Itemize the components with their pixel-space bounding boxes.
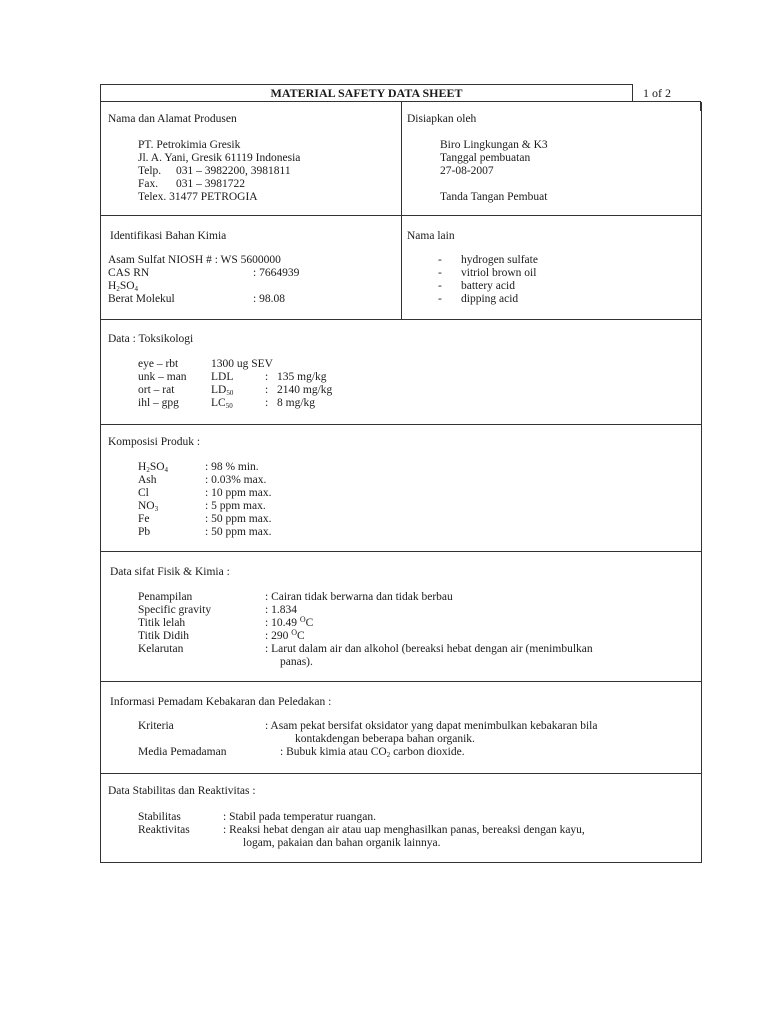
producer-telp-label: Telp. bbox=[138, 165, 162, 177]
column-divider bbox=[401, 216, 402, 319]
identification-casrn-label: CAS RN bbox=[108, 267, 150, 279]
producer-company: PT. Petrokimia Gresik bbox=[138, 139, 241, 151]
list-item-dash: - bbox=[438, 280, 442, 292]
stab-label: Stabilitas bbox=[138, 811, 181, 823]
prepared-signature: Tanda Tangan Pembuat bbox=[440, 191, 548, 203]
comp-name: Pb bbox=[138, 526, 151, 538]
producer-address: Jl. A. Yani, Gresik 61119 Indonesia bbox=[138, 152, 301, 164]
tox-sep: : bbox=[265, 397, 269, 409]
identification-mw-label: Berat Molekul bbox=[108, 293, 175, 305]
other-names-heading: Nama lain bbox=[407, 230, 455, 242]
page-number: 1 of 2 bbox=[643, 86, 671, 100]
tox-route: unk – man bbox=[138, 371, 187, 383]
document-title: MATERIAL SAFETY DATA SHEET bbox=[100, 84, 633, 102]
fire-value-cont: kontakdengan beberapa bahan organik. bbox=[295, 733, 475, 745]
stability-heading: Data Stabilitas dan Reaktivitas : bbox=[108, 785, 256, 797]
phys-label: Titik Didih bbox=[138, 630, 190, 642]
fire-heading: Informasi Pemadam Kebakaran dan Peledakan : bbox=[110, 696, 332, 708]
phys-value: : Larut dalam air dan alkohol (bereaksi hebat dengan air (menimbulkan bbox=[265, 643, 593, 655]
stab-value: : Stabil pada temperatur ruangan. bbox=[223, 811, 376, 823]
identification-mw: : 98.08 bbox=[253, 293, 285, 305]
comp-name: Ash bbox=[138, 474, 157, 486]
producer-telp: 031 – 3982200, 3981811 bbox=[176, 165, 291, 177]
comp-value: : 0.03% max. bbox=[205, 474, 267, 486]
comp-name: $NO_3$ bbox=[138, 500, 159, 513]
prepared-heading: Disiapkan oleh bbox=[407, 113, 477, 125]
identification-niosh: Asam Sulfat NIOSH # : WS 5600000 bbox=[108, 254, 281, 266]
tox-sep: : bbox=[265, 384, 269, 396]
column-divider bbox=[401, 102, 402, 215]
list-item: dipping acid bbox=[461, 293, 519, 305]
list-item: battery acid bbox=[461, 280, 515, 292]
phys-label: Kelarutan bbox=[138, 643, 184, 655]
stab-label: Reaktivitas bbox=[138, 824, 190, 836]
list-item-dash: - bbox=[438, 254, 442, 266]
producer-telex: Telex. 31477 PETROGIA bbox=[138, 191, 258, 203]
tox-type: $LC_{50}$ bbox=[211, 397, 233, 410]
prepared-date: 27-08-2007 bbox=[440, 165, 494, 177]
physical-heading: Data sifat Fisik & Kimia : bbox=[110, 566, 230, 578]
phys-label: Penampilan bbox=[138, 591, 193, 603]
tox-type: LDL bbox=[211, 371, 234, 383]
identification-formula: $H_2SO_4$ bbox=[108, 280, 139, 293]
list-item: vitriol brown oil bbox=[461, 267, 537, 279]
comp-name: $H_2SO_4$ bbox=[138, 461, 169, 474]
section-fire bbox=[100, 682, 702, 774]
composition-heading: Komposisi Produk : bbox=[108, 436, 201, 448]
prepared-by: Biro Lingkungan & K3 bbox=[440, 139, 548, 151]
tox-sep: : bbox=[265, 371, 269, 383]
identification-heading: Identifikasi Bahan Kimia bbox=[110, 230, 227, 242]
phys-value-cont: panas). bbox=[280, 656, 313, 668]
tox-type: $LD_{50}$ bbox=[211, 384, 234, 397]
tox-route: ihl – gpg bbox=[138, 397, 179, 409]
tox-route: ort – rat bbox=[138, 384, 175, 396]
fire-value: : Bubuk kimia atau $CO_2$ carbon dioxide. bbox=[280, 746, 465, 759]
comp-value: : 10 ppm max. bbox=[205, 487, 272, 499]
producer-heading: Nama dan Alamat Produsen bbox=[108, 113, 237, 125]
prepared-date-label: Tanggal pembuatan bbox=[440, 152, 531, 164]
comp-value: : 98 % min. bbox=[205, 461, 259, 473]
phys-value: : Cairan tidak berwarna dan tidak berbau bbox=[265, 591, 453, 603]
producer-fax-label: Fax. bbox=[138, 178, 159, 190]
phys-value: : 10.49 $^O$C bbox=[265, 615, 314, 629]
phys-label: Titik lelah bbox=[138, 617, 186, 629]
identification-casrn: : 7664939 bbox=[253, 267, 300, 279]
section-identification bbox=[100, 216, 702, 320]
phys-value: : 1.834 bbox=[265, 604, 297, 616]
section-toxicology bbox=[100, 320, 702, 425]
tox-value: 8 mg/kg bbox=[277, 397, 316, 409]
toxicology-heading: Data : Toksikologi bbox=[108, 333, 194, 345]
comp-value: : 5 ppm max. bbox=[205, 500, 266, 512]
section-stability bbox=[100, 774, 702, 863]
section-physical bbox=[100, 552, 702, 682]
phys-label: Specific gravity bbox=[138, 604, 212, 616]
stab-value-cont: logam, pakaian dan bahan organik lainnya. bbox=[243, 837, 441, 849]
comp-name: Fe bbox=[138, 513, 150, 525]
tox-route: eye – rbt bbox=[138, 358, 179, 370]
comp-value: : 50 ppm max. bbox=[205, 526, 272, 538]
phys-value: : 290 $^O$C bbox=[265, 628, 305, 642]
fire-label: Media Pemadaman bbox=[138, 746, 227, 758]
producer-fax: 031 – 3981722 bbox=[176, 178, 245, 190]
fire-value: : Asam pekat bersifat oksidator yang dapat menimbulkan kebakaran bila bbox=[265, 720, 598, 732]
stab-value: : Reaksi hebat dengan air atau uap menghasilkan panas, bereaksi dengan kayu, bbox=[223, 824, 585, 836]
list-item-dash: - bbox=[438, 293, 442, 305]
list-item: hydrogen sulfate bbox=[461, 254, 538, 266]
tox-type: 1300 ug SEV bbox=[211, 358, 273, 370]
comp-name: Cl bbox=[138, 487, 149, 499]
comp-value: : 50 ppm max. bbox=[205, 513, 272, 525]
tox-value: 2140 mg/kg bbox=[277, 384, 333, 396]
tox-value: 135 mg/kg bbox=[277, 371, 327, 383]
section-composition bbox=[100, 425, 702, 552]
section-producer bbox=[100, 102, 702, 216]
fire-label: Kriteria bbox=[138, 720, 174, 732]
list-item-dash: - bbox=[438, 267, 442, 279]
